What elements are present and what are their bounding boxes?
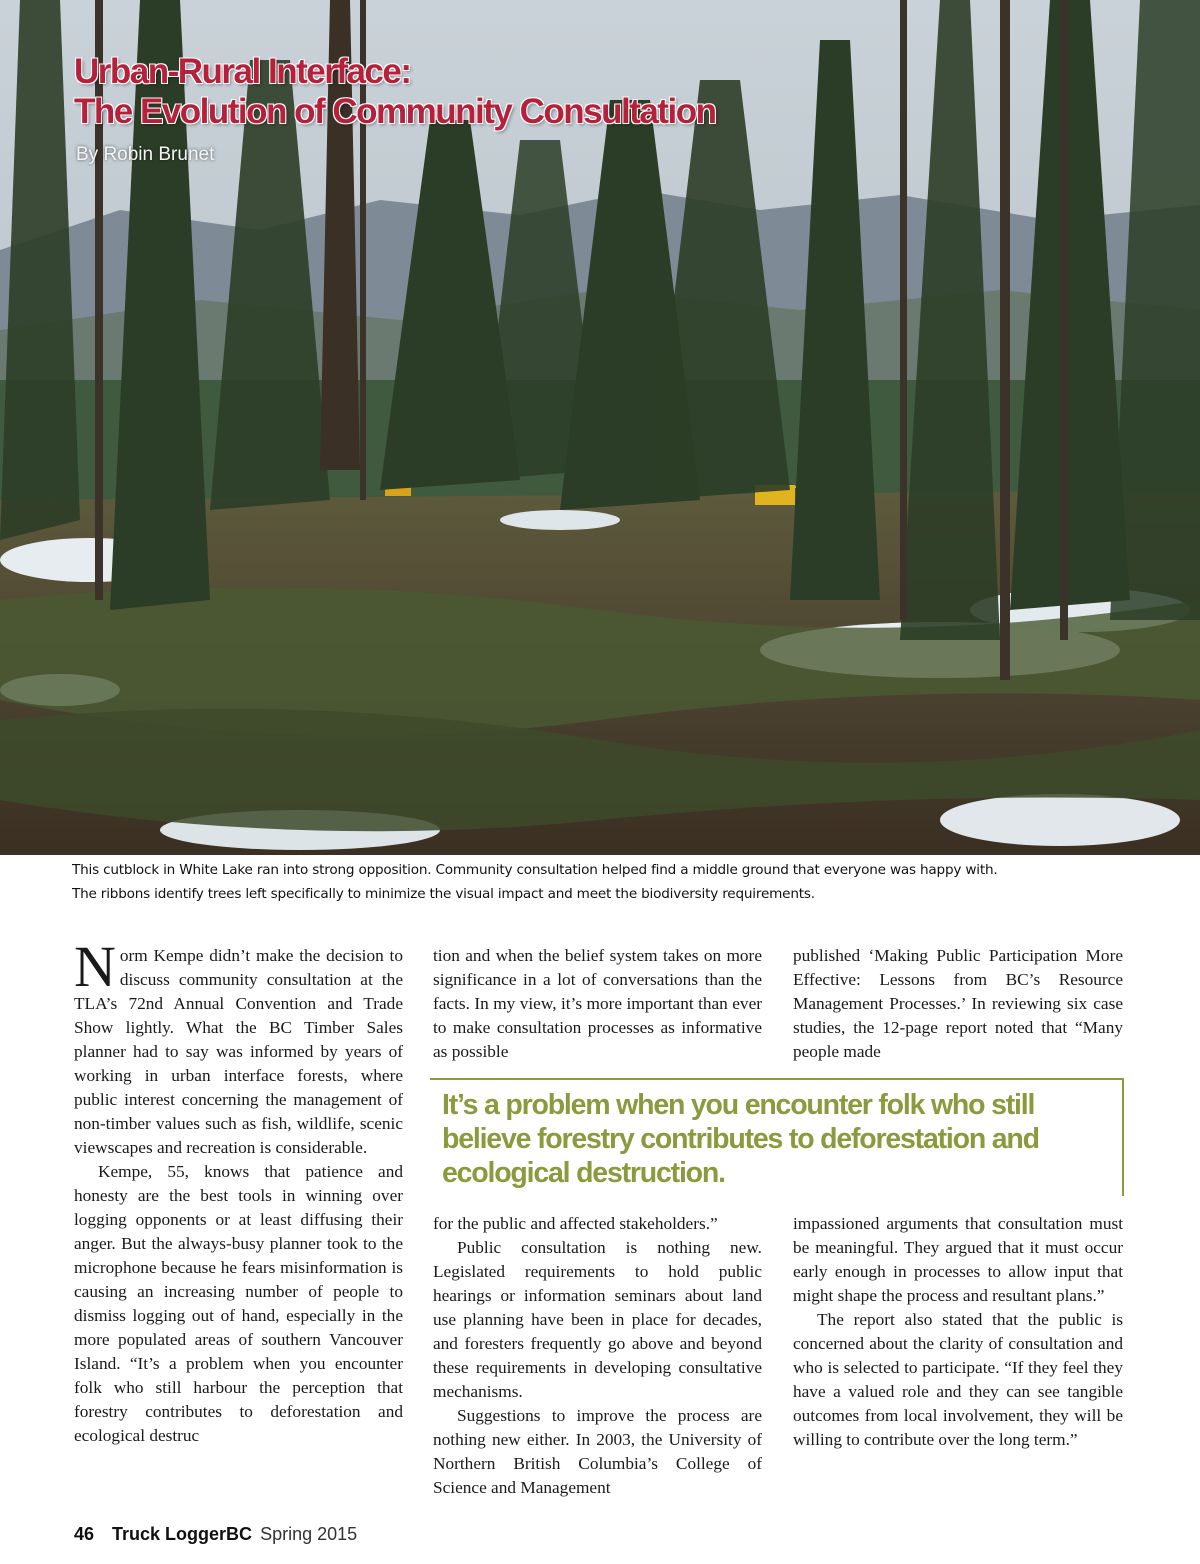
paragraph: Suggestions to improve the process are nothing new either. In 2003, the University of Northern British Columbia’s College of Science and Management: [433, 1406, 762, 1497]
body-column-2-bottom: [433, 1212, 762, 1500]
body-column-1: [74, 934, 403, 1448]
magazine-name: Truck LoggerBC: [112, 1524, 253, 1544]
paragraph: Public consultation is nothing new. Legislated requirements to hold public hearings or information seminars about land use planning have been in place for decades, and foresters frequently go above and beyond these requirements in developing consultative mechanisms.: [433, 1238, 762, 1401]
title-line-2: The Evolution of Community Consultation: [74, 92, 716, 131]
pull-quote-text: It’s a problem when you encounter folk who still believe forestry contributes to deforestation and ecological destruction.: [442, 1089, 1039, 1189]
body-column-3-bottom: [793, 1212, 1123, 1452]
paragraph: Kempe, 55, knows that patience and honesty are the best tools in winning over logging opponents or at least diffusing their anger. But the always-busy planner took to the microphone because he fears misinformation is causing an increasing number of people to dismiss logging out of hand, especially in the more populated areas of southern Vancouver Island. “It’s a problem when you encounter folk who still harbour the perception that forestry contributes to deforestation and ecological destruc: [74, 1162, 403, 1445]
caption-line-2: The ribbons identify trees left specifically to minimize the visual impact and meet the biodiversity requirements.: [72, 886, 815, 902]
paragraph-continued: tion and when the belief system takes on more significance in a lot of conversations than the facts. In my view, it’s more important than ever to make consultation processes as informative as possible: [433, 946, 762, 1061]
page-footer: [74, 1524, 357, 1545]
paragraph-intro: [74, 934, 403, 1160]
pull-quote: [430, 1078, 1124, 1196]
issue-date: Spring 2015: [260, 1524, 358, 1544]
body-column-2-top: [433, 944, 762, 1064]
caption-line-1: This cutblock in White Lake ran into strong opposition. Community consultation helped find a middle ground that everyone was happy with.: [72, 862, 998, 878]
byline: By Robin Brunet: [76, 144, 215, 165]
article-title: [74, 52, 715, 132]
paragraph-continued: for the public and affected stakeholders.”: [433, 1214, 718, 1233]
paragraph: The report also stated that the public is concerned about the clarity of consultation and who is selected to participate. “If they feel they have a valued role and they can see tangible outcomes from local involvement, they will be willing to contribute over the long term.”: [793, 1310, 1123, 1449]
body-column-3-top: [793, 944, 1123, 1064]
photo-caption: [72, 858, 1132, 906]
paragraph-continued: impassioned arguments that consultation must be meaningful. They argued that it must occur early enough in processes to allow input that might shape the process and resultant plans.”: [793, 1214, 1123, 1305]
paragraph-continued: published ‘Making Public Participation More Effective: Lessons from BC’s Resource Management Processes.’ In reviewing six case studies, the 12-page report noted that “Many people made: [793, 946, 1123, 1061]
page-number: 46: [74, 1524, 95, 1544]
title-line-1: Urban-Rural Interface:: [74, 52, 411, 91]
intro-text: orm Kempe didn’t make the decision to discuss community consultation at the TLA’s 72nd Annual Convention and Trade Show lightly. What the BC Timber Sales planner had to say was informed by years of working in urban interface forests, where public interest concerning the management of non-timber values such as fish, wildlife, scenic viewscapes and recreation is considerable.: [74, 946, 403, 1157]
drop-cap: N: [74, 934, 116, 999]
